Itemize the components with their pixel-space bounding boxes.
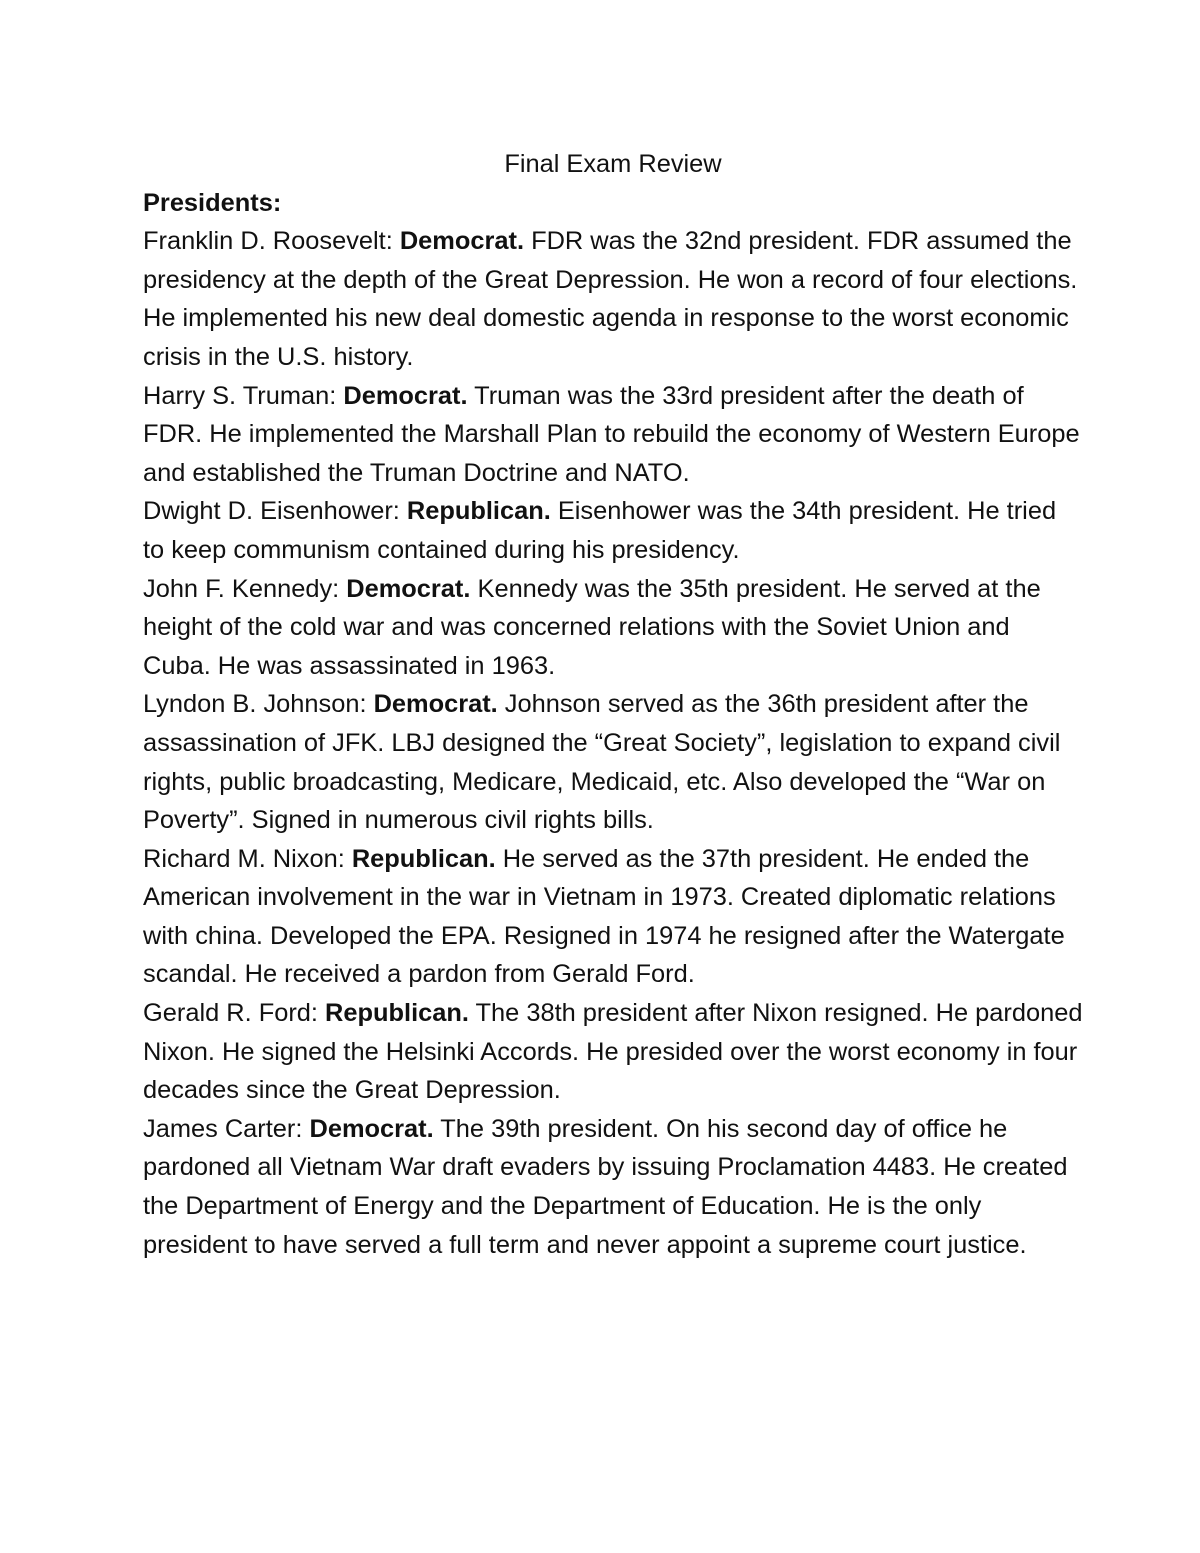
party-label: Republican. <box>351 844 496 873</box>
party-label: Democrat. <box>399 227 525 256</box>
party-label: Democrat. <box>346 574 471 603</box>
president-description: Kennedy was the 35th president. He served at the height of the cold war and was concerned relations with the Soviet Union and Cuba. He was assassinated in 1963. <box>143 574 1041 680</box>
party-label: Democrat. <box>309 1114 434 1143</box>
president-name: Richard M. Nixon: <box>143 844 352 873</box>
president-name: Franklin D. Roosevelt: <box>143 227 400 256</box>
president-name: Dwight D. Eisenhower: <box>143 497 407 526</box>
president-entry-carter <box>143 1110 1083 1264</box>
president-description: The 39th president. On his second day of office he pardoned all Vietnam War draft evaders by issuing Proclamation 4483. He created the Department of Energy and the Department of Education. He is the only president to have served a full term and never appoint a supreme court justice. <box>143 1114 1068 1259</box>
president-name: Lyndon B. Johnson: <box>143 690 374 719</box>
section-heading-presidents: Presidents: <box>143 188 282 217</box>
president-entry-johnson <box>143 685 1083 839</box>
president-entry-ford <box>143 994 1083 1110</box>
president-name: James Carter: <box>143 1114 310 1143</box>
document-body <box>143 145 1083 1264</box>
president-name: Harry S. Truman: <box>143 381 344 410</box>
president-entry-eisenhower <box>143 492 1083 569</box>
president-description: He served as the 37th president. He ended the American involvement in the war in Vietnam in 1973. Created diplomatic relations with china. Developed the EPA. Resigned in 1974 he resigned after the Watergate scandal. He received a pardon from Gerald Ford. <box>143 844 1065 989</box>
party-label: Democrat. <box>373 690 498 719</box>
president-entry-roosevelt <box>143 222 1083 376</box>
president-description: The 38th president after Nixon resigned. He pardoned Nixon. He signed the Helsinki Accords. He presided over the worst economy in four decades since the Great Depression. <box>143 999 1083 1105</box>
president-description: Eisenhower was the 34th president. He tried to keep communism contained during his presidency. <box>143 497 1057 564</box>
president-entry-nixon <box>143 840 1083 994</box>
document-title: Final Exam Review <box>504 150 722 178</box>
president-name: Gerald R. Ford: <box>143 999 326 1028</box>
president-description: Truman was the 33rd president after the death of FDR. He implemented the Marshall Plan to rebuild the economy of Western Europe and established the Truman Doctrine and NATO. <box>143 381 1080 487</box>
president-name: John F. Kennedy: <box>143 574 347 603</box>
president-entry-kennedy <box>143 570 1083 686</box>
party-label: Republican. <box>325 999 469 1028</box>
party-label: Republican. <box>406 497 551 526</box>
party-label: Democrat. <box>343 381 468 410</box>
president-entry-truman <box>143 377 1083 493</box>
president-description: FDR was the 32nd president. FDR assumed the presidency at the depth of the Great Depression. He won a record of four elections. He implemented his new deal domestic agenda in response to the worst economic crisis in the U.S. history. <box>143 227 1078 371</box>
president-description: Johnson served as the 36th president after the assassination of JFK. LBJ designed the “Great Society”, legislation to expand civil rights, public broadcasting, Medicare, Medicaid, etc. Also developed the “War on Poverty”. Signed in numerous civil rights bills. <box>143 690 1061 835</box>
